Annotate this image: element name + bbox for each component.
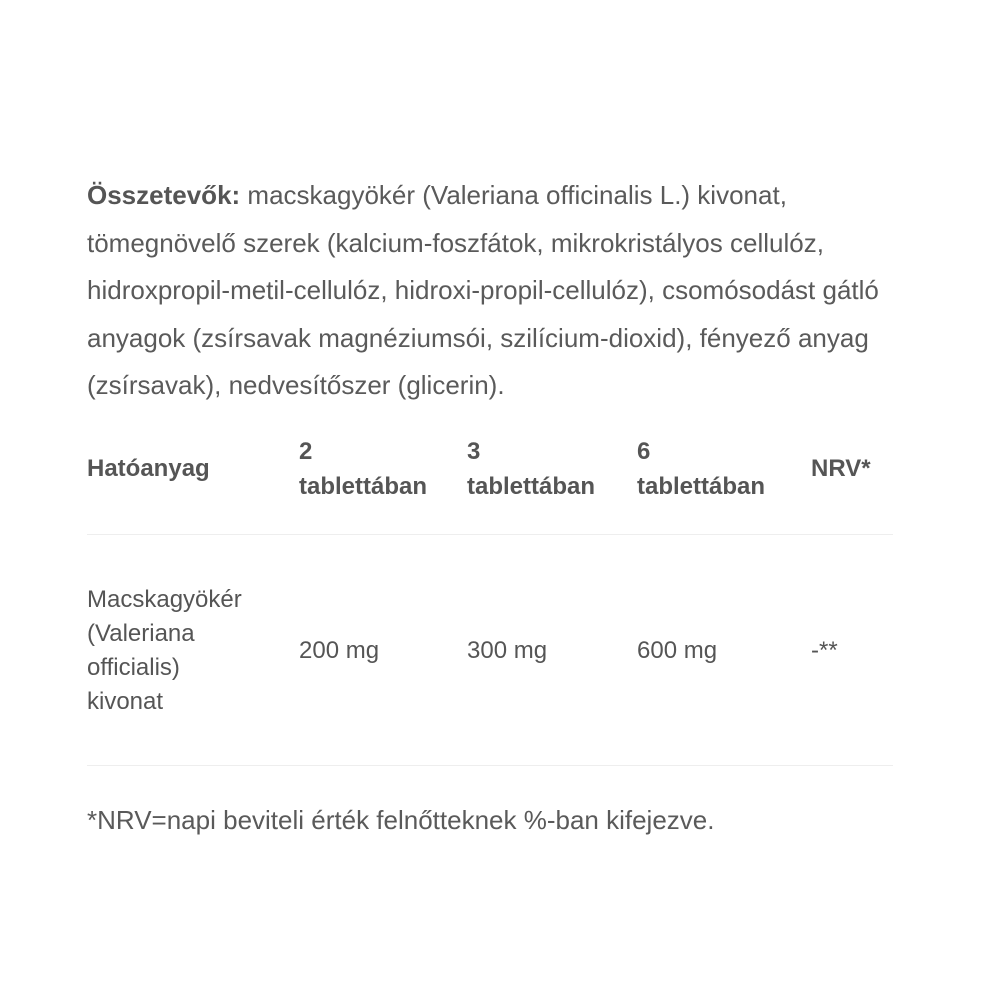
cell-3-tablets: 300 mg: [467, 534, 637, 765]
cell-ingredient-name: Macskagyökér (Valeriana officialis) kivonat: [87, 534, 299, 765]
header-active-ingredient: Hatóanyag: [87, 434, 299, 535]
cell-6-tablets: 600 mg: [637, 534, 811, 765]
cell-nrv: -**: [811, 534, 893, 765]
ingredients-text: macskagyökér (Valeriana officinalis L.) kivonat, tömegnövelő szerek (kalcium-foszfátok, mikrokristályos cellulóz, hidroxpropil-metil-cellulóz, hidroxi-propil-cellulóz), csomósodást gátló anyagok (zsírsavak magnéziumsói, szilícium-dioxid), fényező anyag (zsírsavak), nedvesítőszer (glicerin).: [87, 180, 879, 400]
cell-2-tablets: 200 mg: [299, 534, 467, 765]
header-nrv: NRV*: [811, 434, 893, 535]
ingredients-paragraph: [87, 172, 893, 410]
header-2-tablets: 2 tablettában: [299, 434, 467, 535]
ingredients-label: Összetevők:: [87, 180, 241, 210]
product-info: [87, 172, 893, 838]
header-3-tablets: 3 tablettában: [467, 434, 637, 535]
active-ingredient-table: [87, 434, 893, 766]
table-row: [87, 534, 893, 765]
header-6-tablets: 6 tablettában: [637, 434, 811, 535]
nrv-footnote: *NRV=napi beviteli érték felnőtteknek %-ban kifejezve.: [87, 804, 715, 835]
table-header-row: [87, 434, 893, 535]
